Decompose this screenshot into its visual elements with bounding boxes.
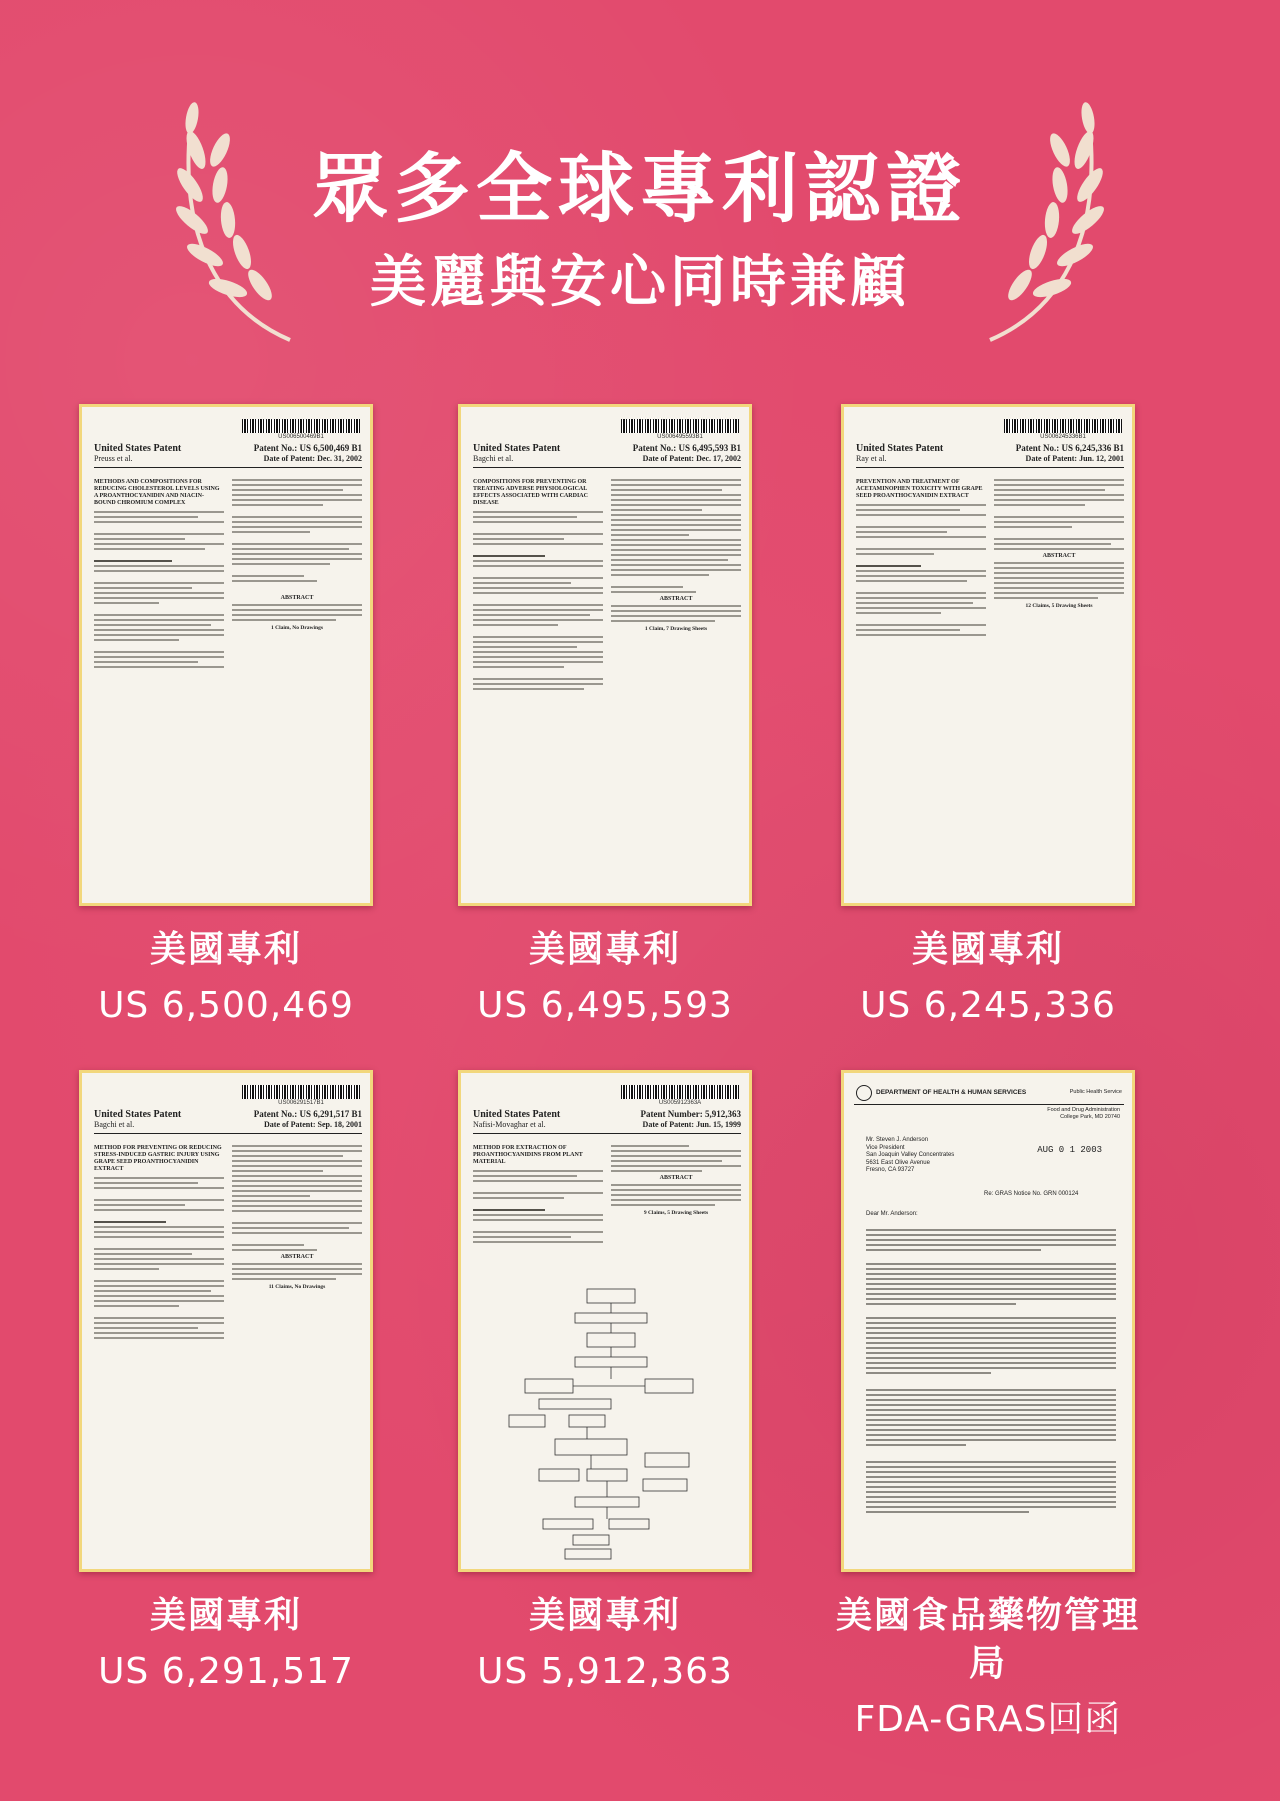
patent-caption bbox=[458, 1592, 752, 1696]
fda-caption bbox=[818, 1592, 1158, 1744]
recipient-city: Fresno, CA 93727 bbox=[866, 1167, 915, 1173]
patent-date-label: Date of Patent: bbox=[263, 454, 316, 463]
barcode bbox=[621, 1085, 739, 1099]
patent-header bbox=[473, 1109, 741, 1134]
barcode bbox=[242, 419, 360, 433]
patent-left-column bbox=[94, 479, 224, 899]
fda-letterhead bbox=[854, 1083, 1124, 1105]
patent-date: Sep. 18, 2001 bbox=[317, 1120, 362, 1129]
patent-claims: 1 Claim, No Drawings bbox=[271, 625, 323, 631]
fda-agency: Food and Drug Administration bbox=[1047, 1107, 1120, 1113]
patent-claims: 12 Claims, 5 Drawing Sheets bbox=[1025, 603, 1093, 609]
caption-label: 美國食品藥物管理局 bbox=[835, 1595, 1140, 1684]
page-header bbox=[0, 0, 1280, 380]
caption-label: 美國專利 bbox=[911, 929, 1064, 970]
patent-claims: 11 Claims, No Drawings bbox=[268, 1284, 326, 1290]
fda-paragraph bbox=[866, 1389, 1116, 1449]
caption-number: US 6,291,517 bbox=[98, 1651, 354, 1692]
patent-right-column bbox=[611, 479, 741, 899]
abstract-heading: ABSTRACT bbox=[1042, 553, 1076, 559]
barcode-number: US005912363A bbox=[658, 1100, 702, 1106]
caption-label: 美國專利 bbox=[149, 1595, 302, 1636]
patent-date-label: Date of Patent: bbox=[264, 1120, 316, 1129]
patent-body bbox=[473, 479, 741, 899]
patent-date-label: Date of Patent: bbox=[642, 454, 695, 463]
recipient-title: Vice President bbox=[866, 1144, 905, 1151]
patent-number: US 6,291,517 B1 bbox=[299, 1109, 362, 1119]
patent-claims: 1 Claim, 7 Drawing Sheets bbox=[644, 626, 708, 632]
fda-paragraph bbox=[866, 1263, 1116, 1308]
patent-date-label: Date of Patent: bbox=[642, 1120, 695, 1129]
patent-card bbox=[79, 1070, 373, 1696]
patent-issuer: United States Patent bbox=[94, 443, 182, 454]
patent-document-image bbox=[841, 404, 1135, 906]
patent-caption bbox=[79, 926, 373, 1030]
patent-issuer: United States Patent bbox=[856, 443, 944, 454]
patent-date-label: Date of Patent: bbox=[1025, 454, 1078, 463]
patent-issuer: United States Patent bbox=[473, 1109, 561, 1120]
barcode bbox=[242, 1085, 360, 1099]
patent-number: US 6,500,469 B1 bbox=[299, 443, 362, 453]
patent-left-column bbox=[94, 1145, 224, 1565]
patent-date: Jun. 15, 1999 bbox=[696, 1120, 741, 1129]
fda-service: Public Health Service bbox=[1069, 1089, 1122, 1095]
patent-title: PREVENTION AND TREATMENT OF ACETAMINOPHEN TOXICITY WITH GRAPE SEED PROANTHOCYANIDIN EXTRACT bbox=[856, 479, 983, 499]
caption-number: US 6,500,469 bbox=[98, 985, 354, 1026]
patent-date: Dec. 31, 2002 bbox=[317, 454, 362, 463]
process-flow-diagram bbox=[469, 1283, 739, 1563]
patent-header bbox=[94, 443, 362, 468]
abstract-heading: ABSTRACT bbox=[280, 1254, 314, 1260]
caption-label: 美國專利 bbox=[528, 929, 681, 970]
patent-left-column bbox=[473, 479, 603, 899]
caption-number: FDA-GRAS回函 bbox=[854, 1699, 1122, 1740]
page-title: 眾多全球專利認證 bbox=[312, 144, 968, 233]
patent-document-image bbox=[458, 1070, 752, 1572]
caption-label: 美國專利 bbox=[149, 929, 302, 970]
patent-right-column bbox=[232, 1145, 362, 1565]
patent-right-column bbox=[232, 479, 362, 899]
fda-salutation: Dear Mr. Anderson: bbox=[866, 1211, 918, 1217]
patent-card bbox=[458, 1070, 752, 1696]
fda-re-line: Re: GRAS Notice No. GRN 000124 bbox=[984, 1191, 1079, 1197]
caption-label: 美國專利 bbox=[528, 1595, 681, 1636]
patent-header bbox=[94, 1109, 362, 1134]
patent-right-column bbox=[994, 479, 1124, 899]
barcode-number: US006500469B1 bbox=[278, 434, 324, 440]
patent-header bbox=[856, 443, 1124, 468]
patent-left-column bbox=[856, 479, 986, 899]
abstract-heading: ABSTRACT bbox=[659, 596, 693, 602]
fda-paragraph bbox=[866, 1317, 1116, 1377]
fda-paragraph bbox=[866, 1229, 1116, 1254]
patent-issuer: United States Patent bbox=[94, 1109, 182, 1120]
patent-number-label: Patent No.: bbox=[253, 443, 298, 453]
abstract-heading: ABSTRACT bbox=[280, 595, 314, 601]
fda-card bbox=[835, 1070, 1140, 1744]
patent-issuer: United States Patent bbox=[473, 443, 561, 454]
patent-card bbox=[458, 404, 752, 1030]
patent-claims: 9 Claims, 5 Drawing Sheets bbox=[643, 1210, 709, 1216]
hhs-seal-icon bbox=[856, 1085, 872, 1101]
patent-number-label: Patent No.: bbox=[632, 443, 677, 453]
barcode bbox=[1004, 419, 1122, 433]
patent-document-image bbox=[79, 404, 373, 906]
fda-letter-image bbox=[841, 1070, 1135, 1572]
patent-title: METHODS AND COMPOSITIONS FOR REDUCING CHOLESTEROL LEVELS USING A PROANTHOCYANIDIN AND NIACIN-BOUND CHROMIUM COMPLEX bbox=[94, 479, 220, 506]
fda-agency-block bbox=[1047, 1107, 1120, 1121]
page-subtitle: 美麗與安心同時兼顧 bbox=[370, 250, 910, 315]
recipient-street: 5631 East Olive Avenue bbox=[866, 1159, 930, 1166]
patent-title: METHOD FOR PREVENTING OR REDUCING STRESS-INDUCED GASTRIC INJURY USING GRAPE SEED PROANTHOCYANIDIN EXTRACT bbox=[94, 1145, 222, 1172]
fda-agency-address: College Park, MD 20740 bbox=[1060, 1114, 1120, 1120]
patent-number-label: Patent No.: bbox=[253, 1109, 298, 1119]
barcode-number: US006291517B1 bbox=[278, 1100, 324, 1106]
caption-number: US 5,912,363 bbox=[477, 1651, 733, 1692]
patent-caption bbox=[458, 926, 752, 1030]
recipient-company: San Joaquin Valley Concentrates bbox=[866, 1152, 955, 1158]
patent-title: COMPOSITIONS FOR PREVENTING OR TREATING ADVERSE PHYSIOLOGICAL EFFECTS ASSOCIATED WITH CARDIAC DISEASE bbox=[473, 479, 588, 506]
patent-inventor: Nafisi-Movaghar et al. bbox=[473, 1120, 546, 1129]
patent-number: 5,912,363 bbox=[705, 1109, 741, 1119]
patent-caption bbox=[79, 1592, 373, 1696]
patent-date: Dec. 17, 2002 bbox=[696, 454, 741, 463]
patent-inventor: Ray et al. bbox=[856, 454, 887, 463]
fda-department: DEPARTMENT OF HEALTH & HUMAN SERVICES bbox=[876, 1089, 1027, 1096]
patent-card bbox=[841, 404, 1135, 1030]
patent-body bbox=[473, 1145, 741, 1285]
caption-number: US 6,245,336 bbox=[860, 985, 1116, 1026]
fda-paragraph bbox=[866, 1461, 1116, 1516]
patent-document-image bbox=[458, 404, 752, 906]
patent-caption bbox=[841, 926, 1135, 1030]
patent-inventor: Preuss et al. bbox=[94, 454, 133, 463]
patent-left-column bbox=[473, 1145, 603, 1285]
fda-date-stamp: AUG 0 1 2003 bbox=[1037, 1145, 1102, 1155]
patent-number-label: Patent Number: bbox=[640, 1109, 703, 1119]
patent-document-image bbox=[79, 1070, 373, 1572]
barcode-number: US006245336B1 bbox=[1040, 434, 1086, 440]
patent-card bbox=[79, 404, 373, 1030]
patent-body bbox=[94, 479, 362, 899]
fda-recipient bbox=[866, 1137, 954, 1175]
abstract-heading: ABSTRACT bbox=[659, 1175, 693, 1181]
patent-inventor: Bagchi et al. bbox=[473, 454, 514, 463]
recipient-name: Mr. Steven J. Anderson bbox=[866, 1137, 929, 1143]
patent-inventor: Bagchi et al. bbox=[94, 1120, 135, 1129]
patent-date: Jun. 12, 2001 bbox=[1079, 454, 1124, 463]
patent-body bbox=[856, 479, 1124, 899]
barcode-number: US006495593B1 bbox=[657, 434, 703, 440]
caption-number: US 6,495,593 bbox=[477, 985, 733, 1026]
patent-number: US 6,245,336 B1 bbox=[1061, 443, 1124, 453]
patent-title: METHOD FOR EXTRACTION OF PROANTHOCYANIDINS FROM PLANT MATERIAL bbox=[473, 1145, 583, 1165]
patent-header bbox=[473, 443, 741, 468]
patent-body bbox=[94, 1145, 362, 1565]
patent-right-column bbox=[611, 1145, 741, 1285]
patent-number: US 6,495,593 B1 bbox=[678, 443, 741, 453]
patent-number-label: Patent No.: bbox=[1015, 443, 1060, 453]
barcode bbox=[621, 419, 739, 433]
